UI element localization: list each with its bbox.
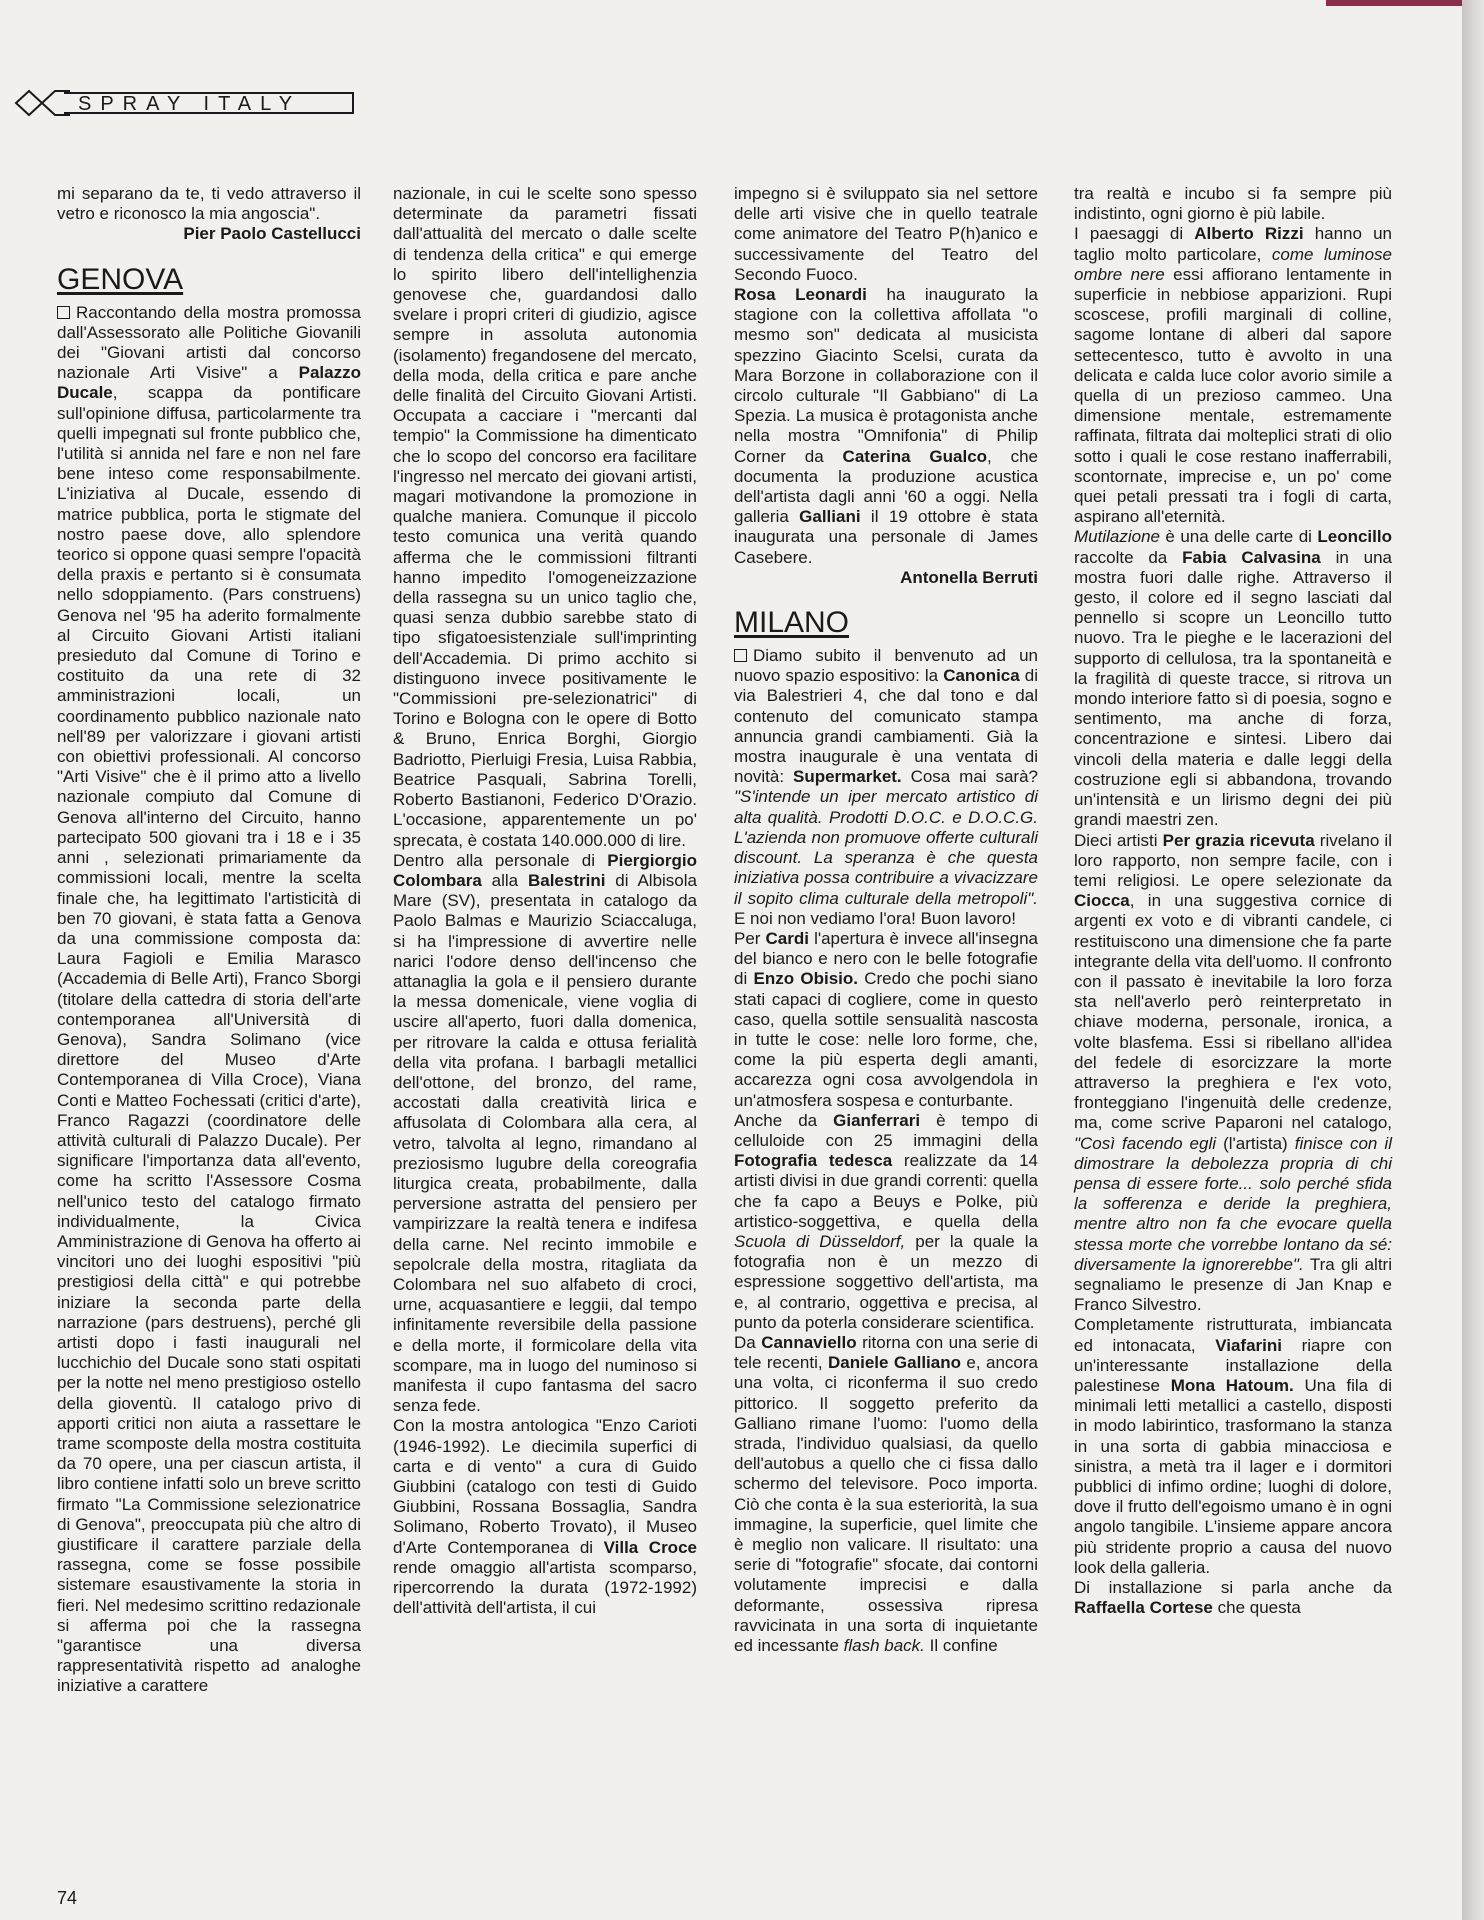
article-paragraph: Dentro alla personale di Piergiorgio Colombara alla Balestrini di Albisola Mare (SV), presentata in catalogo da Paolo Balmas e Maurizio Sciaccaluga, si ha l'impressione di avvertire nelle narici l'odore denso dell'incenso che attanaglia la gola e il pensiero durante la messa domenicale, viene voglia di uscire all'aperto, fuori dalla domenica, per ritrovare la calda e ottusa ferialità della vita profana. I barbagli metallici dell'ottone, del bronzo, del rame, accostati dalla creatività lirica e affusolata di Colombara alla cera, al vetro, talvolta al legno, rimandano al preziosismo lugubre della coreografia liturgica creata, probabilmente, dalla perversione astratta del pensiero per vampirizzare la realtà tenera e indifesa della carne. Nel recinto immobile e sepolcrale della mostra, ritagliata da Colombara nel suo alfabeto di croci, urne, acquasantiere e leggii, dal tempo infinitamente reversibile della passione e della morte, il formicolare della vita scompare, ma in luogo del numinoso si manifesta il cupo fantasma del sacro senza fede.	[393, 850, 697, 1416]
column-3	[734, 184, 1038, 1656]
page-number: 74	[57, 1888, 78, 1908]
article-paragraph: Di installazione si parla anche da Raffaella Cortese che questa	[1074, 1578, 1392, 1618]
article-paragraph: I paesaggi di Alberto Rizzi hanno un taglio molto particolare, come luminose ombre nere essi affiorano lentamente in superficie in nebbiose apparizioni. Rupi scoscese, profili marginali di colline, sagome lontane di alberi dal sapore settecentesco, tutto è avvolto in una delicata e calda luce color avorio simile a quella di un prezioso cammeo. Una dimensione mentale, estremamente raffinata, filtrata dai molteplici strati di olio sotto i quali le cose restano inafferrabili, scontornate, imprecise e, un po' come quei petali pressati tra i fogli di carta, aspirano all'eternità.	[1074, 224, 1392, 527]
byline: Antonella Berruti	[900, 567, 1038, 587]
article-paragraph: Rosa Leonardi ha inaugurato la stagione con la collettiva affollata "o mesmo son" dedicata al musicista spezzino Giacinto Scelsi, curata da Mara Borzone in collaborazione con il circolo culturale "Il Gabbiano" di La Spezia. La musica è protagonista anche nella mostra "Omnifonia" di Philip Corner da Caterina Gualco, che documenta la produzione acustica dell'artista dagli anni '60 a oggi. Nella galleria Galliani il 19 ottobre è stata inaugurata una personale di James Casebere.	[734, 285, 1038, 567]
article-paragraph: Per Cardi l'apertura è invece all'insegna del bianco e nero con le belle fotografie di Enzo Obisio. Credo che pochi siano stati capaci di cogliere, come in questo caso, quella sottile sensualità nascosta in tutte le cose: nelle loro forme, che, come la più esperta degli amanti, accarezza ogni cosa avvolgendola in un'atmosfera sospesa e conturbante.	[734, 928, 1038, 1110]
article-paragraph: Completamente ristrutturata, imbiancata ed intonacata, Viafarini riapre con un'interessante installazione della palestinese Mona Hatoum. Una fila di minimali letti metallici a castello, disposti in modo labirintico, trasformano la stanza in una sorta di gabbia minacciosa e sinistra, a metà tra il lager e i dormitori pubblici di infimo ordine; luoghi di dolore, dove il frutto dell'egoismo umano è in ogni angolo tangibile. L'insieme appare ancora più stridente proprio a causa del nuovo look della galleria.	[1074, 1315, 1392, 1577]
article-paragraph: Con la mostra antologica "Enzo Carioti (1946-1992). Le diecimila superfici di carta e di vento" a cura di Guido Giubbini (catalogo con testi di Guido Giubbini, Rossana Bossaglia, Sandra Solimano, Roberto Trovato), il Museo d'Arte Contemporanea di Villa Croce rende omaggio all'artista scomparso, ripercorrendo la durata (1972-1992) dell'attività dell'artista, il cui	[393, 1416, 697, 1618]
article-paragraph: Da Cannaviello ritorna con una serie di tele recenti, Daniele Galliano e, ancora una volta, ci riconferma il suo credo pittorico. Il soggetto preferito da Galliano rimane l'uomo: l'uomo della strada, l'individuo qualsiasi, da quello dell'autobus a quello che ci fissa dallo schermo del televisore. Poco importa. Ciò che conta è la sua esteriorità, la sua immagine, la superficie, quel limite che è meglio non valicare. Il risultato: una serie di "fotografie" sfocate, dai contorni volutamente imprecisi e dalla deformante, ossessiva ripresa ravvicinata in una sorta di inquietante ed incessante flash back. Il confine	[734, 1332, 1038, 1656]
intro-paragraph: mi separano da te, ti vedo attraverso il vetro e riconosco la mia angoscia".	[57, 184, 361, 224]
byline: Pier Paolo Castellucci	[183, 224, 361, 244]
article-paragraph: Raccontando della mostra promossa dall'Assessorato alle Politiche Giovanili dei "Giovani artisti dal concorso nazionale Arti Visive" a Palazzo Ducale, scappa da pontificare sull'opinione diffusa, particolarmente tra quelli impegnati sul fronte pubblico che, l'utilità si annida nel fare e non nel fare bene inteso come responsabilmente. L'iniziativa al Ducale, essendo di matrice pubblica, porta le stigmate del nostro paese dove, allo splendore teorico si oppone quasi sempre l'opacità della praxis e pertanto si è consumata nello sdoppiamento. (Pars construens) Genova nel '95 ha aderito formalmente al Circuito Giovani Artisti italiani presieduto dal Comune di Torino e costituito da una rete di 32 amministrazioni locali, un coordinamento pubblico nazionale nato nell'89 per valorizzare i giovani artisti con obiettivi professionali. Al concorso "Arti Visive" che è il primo atto a livello nazionale compiuto dal Comune di Genova all'interno del Circuito, hanno partecipato 500 giovani tra i 18 e i 35 anni , selezionati primariamente da commissioni locali, mentre la scelta finale che, ha legittimato l'artisticità di ben 70 giovani, è stata fatta a Genova da una commissione composta da: Laura Fagioli e Emilia Marasco (Accademia di Belle Arti), Franco Sborgi (titolare della cattedra di storia dell'arte contemporanea all'Università di Genova), Sandra Solimano (vice direttore del Museo d'Arte Contemporanea di Villa Croce), Viana Conti e Matteo Fochessati (critici d'arte), Franco Ragazzi (coordinatore delle attività culturali di Palazzo Ducale). Per significare l'importanza data all'evento, come ha scritto l'Assessore Cosma nell'unico testo del catalogo firmato individualmente, la Civica Amministrazione di Genova ha offerto ai vincitori uno dei luoghi espositivi "più prestigiosi della città" e qui potrebbe iniziare la seconda parte della narrazione (pars destruens), perché gli artisti dopo i fasti inaugurali nel lucchichio del Ducale sono stati ospitati per la notte nel meno prestigioso ostello della gioventù. Il catalogo privo di apporti critici non aiuta a rassettare le trame scomposte della mostra costituita da 70 opere, una per ciascun artista, il libro contiene infatti solo un breve scritto firmato "La Commissione selezionatrice di Genova", preoccupata più che altro di giustificare il carattere parziale della rassegna, come se fosse possibile sistemare esaustivamente la storia in fieri. Nel medesimo scrittino redazionale si afferma poi che la rassegna "garantisce una diversa rappresentatività rispetto ad analoghe iniziative a carattere	[57, 302, 361, 1696]
column-4	[1074, 184, 1392, 1618]
page-edge	[1462, 0, 1484, 1920]
article-paragraph: Anche da Gianferrari è tempo di celluloide con 25 immagini della Fotografia tedesca realizzate da 14 artisti divisi in due grandi correnti: quella che fa capo a Beuys e Polke, più artistico-soggettiva, e quella della Scuola di Düsseldorf, per la quale la fotografia non è un mezzo di espressione soggettivo dell'artista, ma e, al contrario, oggettiva e precisa, al punto da poterla considerare scientifica.	[734, 1110, 1039, 1332]
article-paragraph: Diamo subito il benvenuto ad un nuovo spazio espositivo: la Canonica di via Balestrieri 4, che dal tono e dal contenuto del comunicato stampa annuncia grandi cambiamenti. Già la mostra inaugurale è una ventata di novità: Supermarket. Cosa mai sarà? "S'intende un iper mercato artistico di alta qualità. Prodotti D.O.C. e D.O.C.G. L'azienda non promuove offerte culturali discount. La speranza è che questa iniziativa possa contribuire a vivacizzare il sopito clima culturale della metropoli". E noi non vediamo l'ora! Buon lavoro!	[734, 646, 1038, 928]
section-header-label: SPRAY ITALY	[64, 92, 354, 114]
section-title-genova: GENOVA	[57, 262, 184, 296]
article-paragraph: Mutilazione è una delle carte di Leoncillo raccolte da Fabia Calvasina in una mostra fuori dalle righe. Attraverso il gesto, il colore ed il segno lasciati dal pennello si scopre un Leoncillo tutto nuovo. Tra le pieghe e le lacerazioni del supporto di cellulosa, tra la spontaneità e la fragilità di queste tracce, si ritrova un mondo interiore fatto sì di poesia, sogno e sentimento, ma anche di forza, concentrazione e sintesi. Libero dai vincoli della materia e dalle leggi della costruzione egli si abbandona, trovando un'intensità e un lirismo degni dei più grandi maestri zen.	[1074, 527, 1392, 830]
article-paragraph: tra realtà e incubo si fa sempre più indistinto, ogni giorno è più labile.	[1074, 184, 1392, 224]
column-2	[393, 184, 697, 1618]
corner-color-tab	[1326, 0, 1462, 6]
section-title-milano: MILANO	[734, 606, 850, 640]
square-bullet-icon	[57, 306, 70, 319]
diamond-logo-icon	[14, 88, 70, 118]
article-paragraph: Dieci artisti Per grazia ricevuta rivelano il loro rapporto, non sempre facile, con i temi religiosi. Le opere selezionate da Ciocca, in una suggestiva cornice di argenti ex voto e di vibranti candele, ci restituiscono una dimensione che fa parte integrante della vita dell'uomo. Il confronto con il passato è inevitabile la loro forza sta nell'averlo però reinterpretato in chiave moderna, personale, ironica, a volte blasfema. Essi si ribellano all'idea del fedele di esorcizzare la morte attraverso la preghiera e l'ex voto, fronteggiano l'ingenuità delle credenze, ma, come scrive Paparoni nel catalogo, "Così facendo egli (l'artista) finisce con il dimostrare la debolezza propria di chi pensa di essere forte... solo perché sfida la sofferenza e deride la preghiera, mentre altro non fa che evocare quella stessa morte che vorrebbe lontano da sé: diversamente la ignorerebbe". Tra gli altri segnaliamo le presenze di Jan Knap e Franco Silvestro.	[1074, 830, 1392, 1315]
article-paragraph: nazionale, in cui le scelte sono spesso determinate da parametri fissati dall'attualità del mercato o dalle scelte di tendenza della critica" e qui emerge lo spirito libero dell'intellighenzia genovese che, guardandosi dallo svelare i propri criteri di giudizio, agisce sempre in assoluta autonomia (isolamento) fregandosene del mercato, della moda, della critica e pare anche delle finalità del Circuito Giovani Artisti. Occupata a cacciare i "mercanti dal tempio" la Commissione ha dimenticato che lo scopo del concorso era facilitare l'ingresso nel mercato dei giovani artisti, magari motivandone la promozione in qualche maniera. Comunque il piccolo testo comunica una verità quando afferma che le commissioni filtranti hanno impedito l'omogeneizzazione della rassegna su un unico taglio che, quasi senza dubbio sarebbe stato di tipo sfigatoesistenziale sull'imprinting dell'Accademia. Di primo acchito si distinguono invece positivamente le "Commissioni pre-selezionatrici" di Torino e Bologna con le opere di Botto & Bruno, Enrica Borghi, Giorgio Badriotto, Pierluigi Fresia, Luisa Rabbia, Beatrice Pasquali, Sabrina Torelli, Roberto Bastianoni, Federico D'Orazio. L'occasione, apparentemente un po' sprecata, è costata 140.000.000 di lire.	[393, 184, 697, 850]
square-bullet-icon	[734, 649, 747, 662]
article-paragraph: impegno si è sviluppato sia nel settore delle arti visive che in quello teatrale come animatore del Teatro P(h)anico e successivamente del Teatro del Secondo Fuoco.	[734, 184, 1038, 284]
column-1	[57, 184, 361, 1697]
